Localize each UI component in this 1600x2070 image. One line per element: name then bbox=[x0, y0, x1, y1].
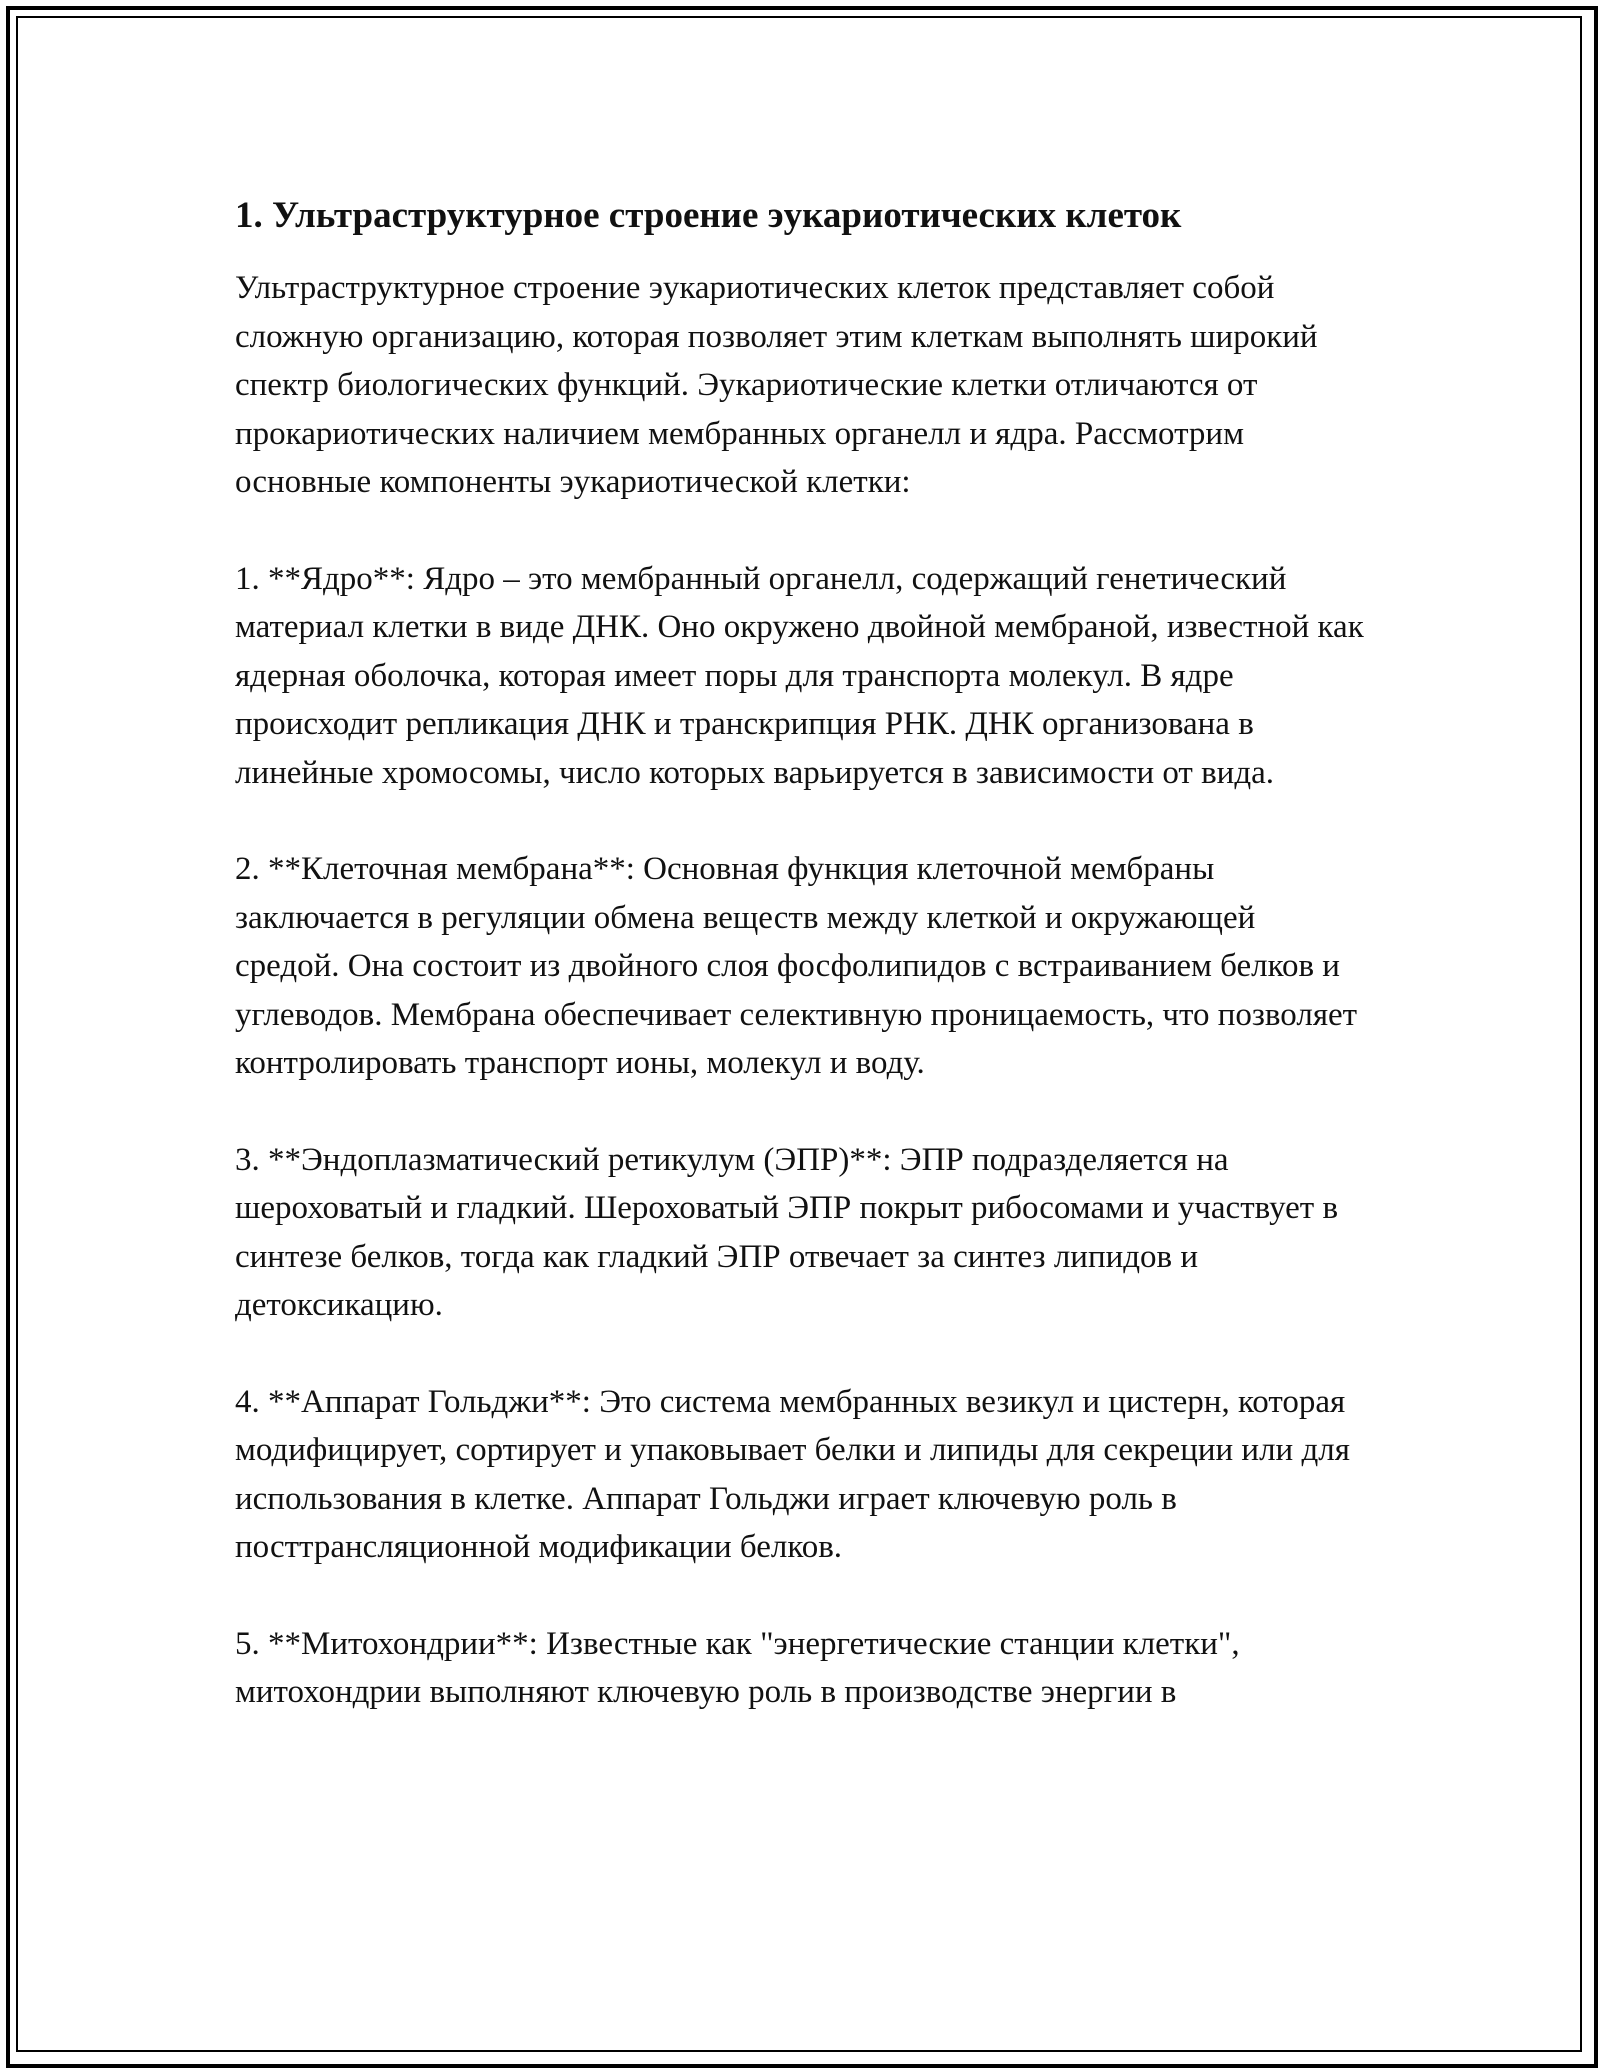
paragraph-golgi-apparatus: 4. **Аппарат Гольджи**: Это система мембранных везикул и цистерн, которая модифицирует, сортирует и упаковывает белки и липиды для секреции или для использования в клетке. Аппарат Гольджи играет ключевую роль в посттрансляционной модификации белков. bbox=[235, 1383, 1350, 1565]
intro-paragraph: Ультраструктурное строение эукариотических клеток представляет собой сложную организацию, которая позволяет этим клеткам выполнять широкий спектр биологических функций. Эукариотические клетки отличаются от прокариотических наличием мембранных органелл и ядра. Рассмотрим основные компоненты эукариотической клетки: bbox=[235, 270, 1318, 500]
paragraph-mitochondria: 5. **Митохондрии**: Известные как "энергетические станции клетки", митохондрии выполняют ключевую роль в производстве энергии в bbox=[235, 1625, 1240, 1710]
paragraph-endoplasmic-reticulum: 3. **Эндоплазматический ретикулум (ЭПР)**: ЭПР подразделяется на шероховатый и гладкий. Шероховатый ЭПР покрыт рибосомами и участвует в синтезе белков, тогда как гладкий ЭПР отвечает за синтез липидов и детоксикацию. bbox=[235, 1141, 1339, 1323]
paragraph-cell-membrane: 2. **Клеточная мембрана**: Основная функция клеточной мембраны заключается в регуляции обмена веществ между клеткой и окружающей средой. Она состоит из двойного слоя фосфолипидов с встраиванием белков и углеводов. Мембрана обеспечивает селективную проницаемость, что позволяет контролировать транспорт ионы, молекул и воду. bbox=[235, 851, 1358, 1081]
document-body bbox=[235, 188, 1365, 1765]
section-heading: 1. Ультраструктурное строение эукариотических клеток bbox=[235, 195, 1182, 236]
paragraph-nucleus: 1. **Ядро**: Ядро – это мембранный органелл, содержащий генетический материал клетки в виде ДНК. Оно окружено двойной мембраной, известной как ядерная оболочка, которая имеет поры для транспорта молекул. В ядре происходит репликация ДНК и транскрипция РНК. ДНК организована в линейные хромосомы, число которых варьируется в зависимости от вида. bbox=[235, 560, 1364, 791]
